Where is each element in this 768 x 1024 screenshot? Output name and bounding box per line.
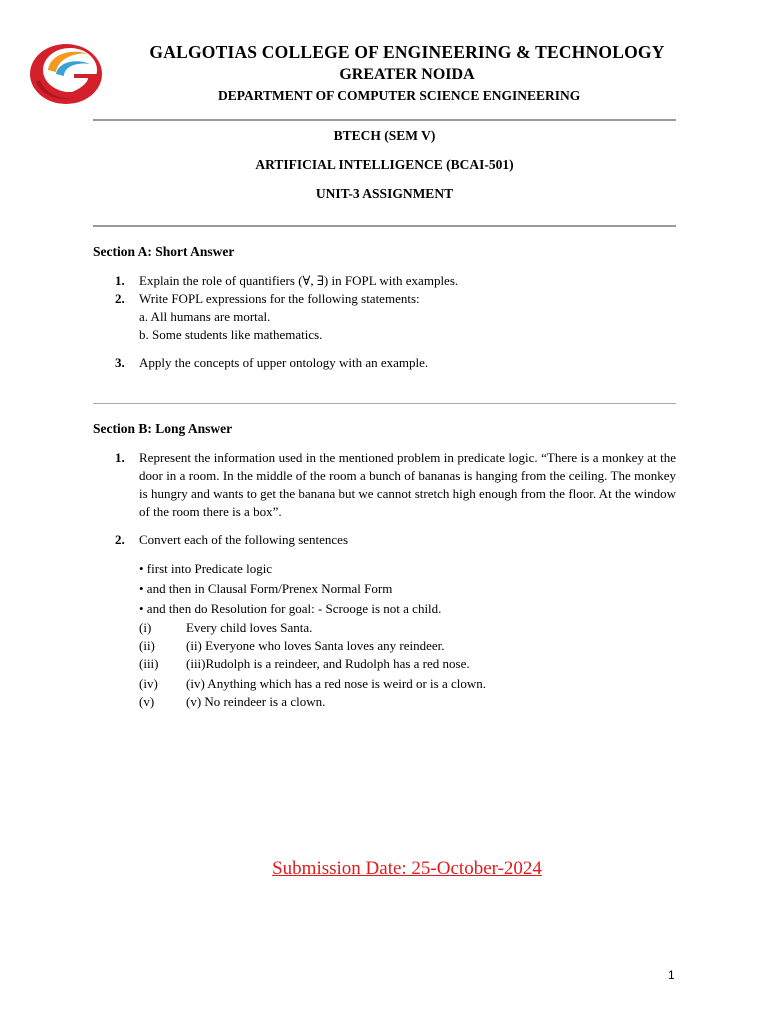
section-b-q2-number: 2. — [115, 532, 125, 547]
section-divider — [93, 403, 676, 404]
section-b-q2-bullet: • and then do Resolution for goal: - Scrooge is not a child. — [139, 601, 442, 616]
program-title: BTECH (SEM V) — [333, 128, 436, 143]
sentence-item: (v) No reindeer is a clown. — [186, 694, 326, 709]
sentence-item: (ii) Everyone who loves Santa loves any reindeer. — [186, 638, 445, 653]
college-city: GREATER NOIDA — [339, 66, 475, 83]
sentence-item: (iv) Anything which has a red nose is weird or is a clown. — [186, 676, 487, 691]
section-b-q1-number: 1. — [115, 450, 125, 465]
section-b-q2-bullet: • and then in Clausal Form/Prenex Normal Form — [139, 581, 393, 596]
section-a-title: Section A: Short Answer — [93, 244, 235, 259]
roman-numeral: (i) — [139, 620, 152, 635]
section-a-q2-part-b: b. Some students like mathematics. — [139, 327, 323, 342]
college-name: GALGOTIAS COLLEGE OF ENGINEERING & TECHNOLOGY — [149, 42, 665, 62]
sentence-item: (iii)Rudolph is a reindeer, and Rudolph has a red nose. — [186, 656, 470, 671]
roman-numeral: (iii) — [139, 656, 159, 671]
assignment-title: UNIT-3 ASSIGNMENT — [315, 186, 454, 201]
section-a-q1-text: Explain the role of quantifiers (∀, ∃) in FOPL with examples. — [139, 273, 459, 288]
roman-numeral: (iv) — [139, 676, 158, 691]
department-name: DEPARTMENT OF COMPUTER SCIENCE ENGINEERING — [218, 88, 581, 103]
section-b-q1-text: Represent the information used in the mentioned problem in predicate logic. “There is a monkey at the door in a room. In the middle of the room a bunch of bananas is hanging from the ceiling. The monkey is hungry and wants to get the banana but we cannot stretch high enough from the floor. At the window of the room there is a box”. — [139, 450, 676, 519]
section-a-q2-number: 2. — [115, 291, 125, 306]
submission-date: Submission Date: 25-October-2024 — [272, 858, 542, 879]
roman-numeral: (ii) — [139, 638, 155, 653]
section-a-q3-number: 3. — [115, 355, 125, 370]
section-a-q2-text: Write FOPL expressions for the following statements: — [139, 291, 420, 306]
section-a-q3-text: Apply the concepts of upper ontology with an example. — [139, 355, 429, 370]
title-divider — [93, 225, 676, 227]
section-b-q2-text: Convert each of the following sentences — [139, 532, 349, 547]
section-b-q2-bullet: • first into Predicate logic — [139, 561, 273, 576]
section-a-q2-part-a: a. All humans are mortal. — [139, 309, 271, 324]
roman-numeral: (v) — [139, 694, 155, 709]
sentence-item: Every child loves Santa. — [186, 620, 313, 635]
section-b-title: Section B: Long Answer — [93, 421, 233, 436]
header-divider — [93, 119, 676, 121]
section-a-q1-number: 1. — [115, 273, 125, 288]
page-number: 1 — [668, 968, 675, 982]
course-title: ARTIFICIAL INTELLIGENCE (BCAI-501) — [255, 157, 514, 172]
